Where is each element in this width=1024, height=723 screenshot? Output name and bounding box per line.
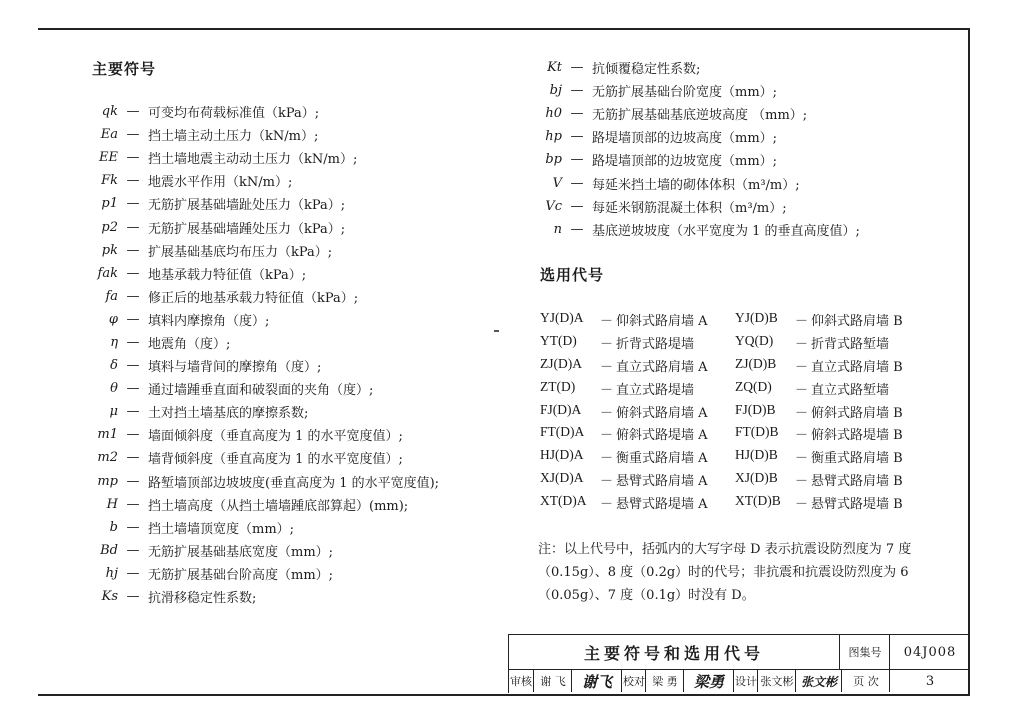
code-description: 衡重式路肩墙 A: [616, 451, 708, 467]
code-entry: [735, 493, 930, 512]
symbol-row: [532, 125, 932, 148]
symbol-description: 地基承载力特征值（kPa）;: [148, 267, 307, 283]
dash-separator: —: [126, 196, 140, 212]
drawing-title: 主要符号和选用代号: [583, 643, 764, 663]
code-entry: [540, 447, 735, 466]
dash-separator: —: [126, 173, 140, 189]
code-entry: [540, 333, 735, 352]
code-id: ZJ(D)B: [735, 355, 777, 371]
dash-separator: —: [126, 542, 140, 558]
code-row: [540, 491, 930, 514]
symbol-name: Ea: [100, 127, 118, 143]
symbol-row: [88, 585, 508, 608]
symbol-description: 无筋扩展基础墙踵处压力（kPa）;: [148, 221, 346, 237]
symbol-description: 挡土墙主动土压力（kN/m）;: [148, 129, 319, 145]
dash-separator: －: [600, 451, 614, 467]
codes-heading: 选用代号: [540, 266, 605, 284]
code-description: 仰斜式路肩墙 A: [616, 313, 708, 329]
code-id: XJ(D)B: [735, 470, 778, 486]
dash-separator: －: [600, 474, 614, 490]
symbol-description: 每延米挡土墙的砌体体积（m³/m）;: [592, 177, 800, 193]
symbol-row: [88, 169, 508, 192]
dash-separator: －: [600, 405, 614, 421]
symbol-row: [88, 423, 508, 446]
dash-separator: —: [570, 221, 584, 237]
symbol-name: Vc: [545, 198, 562, 214]
dash-separator: －: [600, 313, 614, 329]
symbol-description: 修正后的地基承载力特征值（kPa）;: [148, 290, 359, 306]
code-description: 俯斜式路堤墙 B: [811, 428, 903, 444]
dash-separator: －: [795, 359, 809, 375]
symbol-name: hp: [545, 129, 562, 145]
dash-separator: —: [570, 60, 584, 76]
symbol-row: [88, 100, 508, 123]
symbol-name: p1: [101, 196, 118, 212]
dash-separator: －: [600, 497, 614, 513]
symbol-description: 无筋扩展基础墙趾处压力（kPa）;: [148, 198, 346, 214]
dash-separator: —: [126, 381, 140, 397]
note-text: 注：以上代号中，括弧内的大写字母 D 表示抗震设防烈度为 7 度（0.15g）、8 度（0.2g）时的代号；非抗震和抗震设防烈度为 6（0.05g）、7 度（0.1g）时没有 D。: [538, 542, 912, 603]
code-id: YT(D): [540, 332, 577, 348]
symbol-description: 挡土墙高度（从挡土墙墙踵底部算起）(mm);: [148, 498, 409, 514]
symbol-description: 基底逆坡坡度（水平宽度为 1 的垂直高度值）;: [592, 223, 860, 239]
design-label: 设计: [733, 670, 758, 692]
atlas-label: 图集号: [839, 635, 890, 669]
checker-name: 梁 勇: [645, 670, 684, 692]
dash-separator: —: [570, 106, 584, 122]
symbol-description: 填料与墙背间的摩擦角（度）;: [148, 360, 322, 376]
dash-separator: －: [795, 336, 809, 352]
symbol-description: 无筋扩展基础基底逆坡高度 （mm）;: [592, 108, 808, 124]
symbol-description: 挡土墙墙顶宽度（mm）;: [148, 521, 295, 537]
code-description: 折背式路堤墙: [616, 336, 695, 352]
dash-separator: －: [795, 382, 809, 398]
code-entry: [735, 356, 930, 375]
code-entry: [540, 470, 735, 489]
title-block: [508, 634, 969, 693]
symbol-description: 路堤墙顶部的边坡宽度（mm）;: [592, 154, 778, 170]
dash-separator: —: [126, 589, 140, 605]
code-description: 直立式路堤墙: [616, 382, 695, 398]
code-entry: [540, 424, 735, 443]
code-description: 衡重式路肩墙 B: [811, 451, 903, 467]
symbol-row: [88, 470, 508, 493]
symbol-description: 抗滑移稳定性系数;: [148, 591, 257, 607]
dash-separator: －: [795, 405, 809, 421]
symbol-name: Kt: [547, 60, 562, 76]
dash-separator: —: [126, 265, 140, 281]
checker-signature: 梁勇: [683, 670, 734, 692]
symbols-list-right: [532, 56, 932, 241]
symbol-description: 通过墙踵垂直面和破裂面的夹角（度）;: [148, 383, 374, 399]
code-id: FJ(D)B: [735, 401, 776, 417]
symbol-row: [88, 377, 508, 400]
code-id: XT(D)B: [735, 493, 781, 509]
code-description: 俯斜式路肩墙 B: [811, 405, 903, 421]
symbol-row: [88, 446, 508, 469]
atlas-number: 04J008: [889, 635, 970, 669]
code-row: [540, 445, 930, 468]
code-entry: [735, 402, 930, 421]
code-entry: [540, 402, 735, 421]
symbol-description: 地震水平作用（kN/m）;: [148, 175, 293, 191]
symbol-description: 无筋扩展基础台阶高度（mm）;: [148, 567, 334, 583]
dash-separator: －: [795, 313, 809, 329]
dash-separator: —: [126, 427, 140, 443]
symbol-row: [88, 400, 508, 423]
symbol-name: V: [552, 175, 562, 191]
dash-separator: —: [126, 150, 140, 166]
dash-separator: —: [126, 565, 140, 581]
code-id: ZT(D): [540, 378, 576, 394]
symbols-heading: 主要符号: [92, 60, 157, 78]
dash-separator: —: [570, 129, 584, 145]
symbol-description: 路堤墙顶部的边坡高度（mm）;: [592, 131, 778, 147]
symbol-name: H: [106, 496, 118, 512]
symbol-name: m2: [97, 450, 118, 466]
symbol-row: [532, 79, 932, 102]
code-id: ZJ(D)A: [540, 355, 582, 371]
dash-separator: —: [570, 198, 584, 214]
symbol-row: [88, 354, 508, 377]
title-block-row-bottom: [509, 670, 969, 692]
designer-signature: 张文彬: [795, 670, 842, 692]
symbol-name: hj: [105, 565, 118, 581]
code-description: 直立式路肩墙 A: [616, 359, 708, 375]
dash-separator: —: [126, 219, 140, 235]
dash-separator: —: [126, 127, 140, 143]
code-description: 悬臂式路堤墙 A: [616, 497, 708, 513]
symbol-name: Bd: [100, 542, 118, 558]
symbol-description: 土对挡土墙基底的摩擦系数;: [148, 406, 309, 422]
code-id: YJ(D)A: [540, 309, 584, 325]
symbol-name: Fk: [101, 173, 118, 189]
symbol-name: fa: [105, 288, 118, 304]
code-id: FT(D)B: [735, 424, 779, 440]
symbol-description: 抗倾覆稳定性系数;: [592, 62, 701, 78]
review-label: 审核: [510, 675, 532, 688]
code-description: 俯斜式路肩墙 A: [616, 405, 708, 421]
code-entry: [540, 310, 735, 329]
symbol-name: θ: [110, 381, 118, 397]
code-entry: [735, 447, 930, 466]
symbol-row: [88, 331, 508, 354]
dash-separator: —: [570, 175, 584, 191]
symbol-name: bj: [549, 83, 562, 99]
code-row: [540, 400, 930, 423]
symbol-row: [88, 146, 508, 169]
symbol-name: h0: [545, 106, 562, 122]
code-id: FJ(D)A: [540, 401, 582, 417]
code-description: 悬臂式路肩墙 A: [616, 474, 708, 490]
dash-separator: —: [570, 152, 584, 168]
designer-name: 张文彬: [757, 670, 796, 692]
code-entry: [540, 379, 735, 398]
symbol-name: η: [110, 334, 118, 350]
code-entry: [540, 356, 735, 375]
symbol-name: bp: [545, 152, 562, 168]
dash-separator: —: [126, 104, 140, 120]
dash-separator: －: [795, 474, 809, 490]
symbol-description: 每延米钢筋混凝土体积（m³/m）;: [592, 200, 787, 216]
code-row: [540, 377, 930, 400]
code-row: [540, 331, 930, 354]
dash-separator: －: [795, 428, 809, 444]
code-row: [540, 422, 930, 445]
dash-separator: —: [570, 83, 584, 99]
code-id: FT(D)A: [540, 424, 585, 440]
symbol-name: b: [109, 519, 118, 535]
dash-separator: —: [126, 242, 140, 258]
symbol-name: n: [553, 221, 562, 237]
dash-separator: —: [126, 334, 140, 350]
dash-separator: —: [126, 311, 140, 327]
symbol-row: [532, 195, 932, 218]
symbol-row: [88, 239, 508, 262]
code-id: XT(D)A: [540, 493, 587, 509]
dash-separator: －: [600, 359, 614, 375]
symbols-list-left: [88, 100, 508, 608]
code-entry: [735, 424, 930, 443]
code-id: HJ(D)B: [735, 447, 778, 463]
symbol-name: δ: [110, 358, 118, 374]
page-label: 页 次: [841, 670, 890, 692]
symbol-row: [532, 102, 932, 125]
code-row: [540, 354, 930, 377]
code-entry: [735, 379, 930, 398]
symbol-name: pk: [101, 242, 118, 258]
symbol-name: EE: [99, 150, 118, 166]
dash-separator: —: [126, 473, 140, 489]
code-description: 悬臂式路肩墙 B: [811, 474, 903, 490]
symbol-description: 可变均布荷载标准值（kPa）;: [148, 106, 320, 122]
page-number: 3: [889, 670, 970, 692]
code-entry: [735, 333, 930, 352]
dash-separator: －: [795, 497, 809, 513]
symbol-name: qk: [101, 104, 118, 120]
code-row: [540, 308, 930, 331]
symbol-row: [532, 171, 932, 194]
code-entry: [540, 493, 735, 512]
code-description: 俯斜式路堤墙 A: [616, 428, 708, 444]
symbol-row: [88, 262, 508, 285]
reviewer-signature: 谢飞: [571, 670, 622, 692]
symbol-description: 无筋扩展基础台阶宽度（mm）;: [592, 85, 778, 101]
symbol-name: p2: [101, 219, 118, 235]
symbol-description: 地震角（度）;: [148, 336, 231, 352]
check-label: 校对: [621, 670, 646, 692]
symbol-description: 墙背倾斜度（垂直高度为 1 的水平宽度值）;: [148, 452, 403, 468]
symbol-description: 路堑墙顶部边坡坡度(垂直高度为 1 的水平宽度值);: [148, 475, 440, 491]
symbol-row: [88, 308, 508, 331]
reviewer-name: 谢 飞: [533, 670, 572, 692]
symbol-name: μ: [109, 404, 118, 420]
symbol-row: [532, 148, 932, 171]
dash-separator: －: [795, 451, 809, 467]
code-description: 直立式路堑墙: [811, 382, 890, 398]
code-id: YQ(D): [735, 332, 774, 348]
symbol-row: [88, 123, 508, 146]
symbol-row: [532, 56, 932, 79]
dash-separator: —: [126, 288, 140, 304]
symbol-name: Ks: [101, 589, 118, 605]
dash-separator: —: [126, 404, 140, 420]
symbol-row: [88, 192, 508, 215]
symbol-row: [88, 493, 508, 516]
dash-separator: —: [126, 519, 140, 535]
code-description: 仰斜式路肩墙 B: [811, 313, 903, 329]
code-id: ZQ(D): [735, 378, 772, 394]
code-id: YJ(D)B: [735, 309, 778, 325]
codes-table: [540, 308, 930, 514]
symbol-row: [532, 218, 932, 241]
symbol-name: fak: [97, 265, 118, 281]
symbol-description: 挡土墙地震主动动土压力（kN/m）;: [148, 152, 358, 168]
dash-separator: —: [126, 450, 140, 466]
dash-separator: —: [126, 358, 140, 374]
symbol-description: 墙面倾斜度（垂直高度为 1 的水平宽度值）;: [148, 429, 403, 445]
dash-separator: －: [600, 382, 614, 398]
code-id: XJ(D)A: [540, 470, 584, 486]
code-row: [540, 468, 930, 491]
symbol-name: m1: [97, 427, 118, 443]
dash-separator: —: [126, 496, 140, 512]
code-description: 折背式路堑墙: [811, 336, 890, 352]
scan-speck: [494, 330, 499, 332]
symbol-row: [88, 516, 508, 539]
symbol-description: 扩展基础基底均布压力（kPa）;: [148, 244, 333, 260]
code-id: HJ(D)A: [540, 447, 584, 463]
symbol-row: [88, 215, 508, 238]
code-description: 直立式路肩墙 B: [811, 359, 903, 375]
title-block-row-top: [509, 635, 969, 670]
symbol-name: mp: [97, 473, 118, 489]
symbol-row: [88, 539, 508, 562]
symbol-name: φ: [108, 311, 118, 327]
symbol-description: 填料内摩擦角（度）;: [148, 313, 270, 329]
code-entry: [735, 310, 930, 329]
symbol-row: [88, 285, 508, 308]
dash-separator: －: [600, 428, 614, 444]
symbol-description: 无筋扩展基础基底宽度（mm）;: [148, 544, 334, 560]
symbol-row: [88, 562, 508, 585]
dash-separator: －: [600, 336, 614, 352]
code-description: 悬臂式路堤墙 B: [811, 497, 903, 513]
code-entry: [735, 470, 930, 489]
